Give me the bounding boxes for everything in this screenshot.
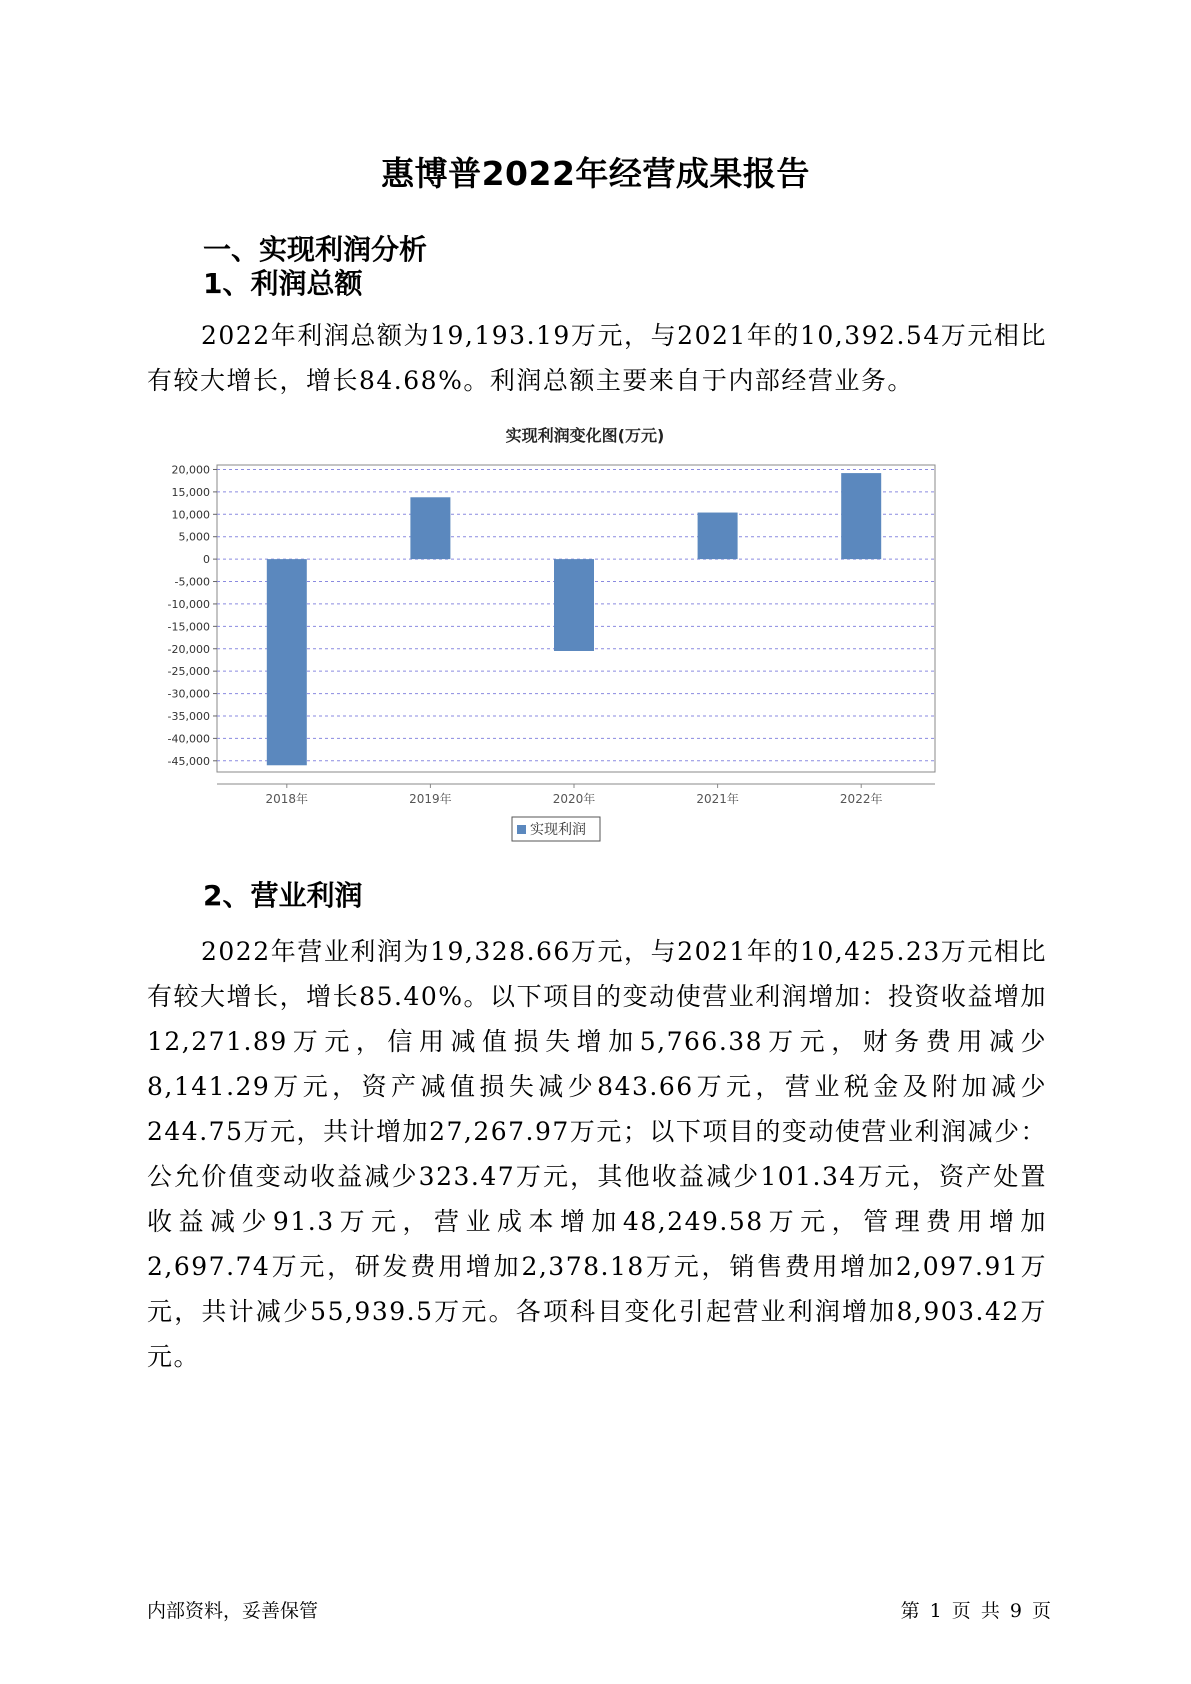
bar-2021年	[698, 513, 738, 560]
y-tick-label: -45,000	[167, 754, 210, 768]
footer-page-number: 第 1 页 共 9 页	[900, 1600, 1051, 1622]
x-tick-label: 2020年	[552, 792, 596, 806]
profit-bar-chart	[160, 425, 1030, 915]
bar-2020年	[554, 559, 594, 651]
bar-2018年	[267, 559, 307, 765]
y-tick-label: 5,000	[178, 530, 210, 544]
x-tick-label: 2019年	[409, 792, 452, 806]
y-tick-label: -40,000	[167, 732, 210, 746]
y-tick-label: 0	[203, 553, 210, 567]
y-tick-label: -10,000	[167, 597, 210, 611]
footer-confidential-note: 内部资料，妥善保管	[147, 1600, 319, 1622]
legend-swatch	[517, 825, 526, 834]
y-tick-label: -20,000	[167, 642, 210, 656]
bar-2019年	[410, 497, 450, 559]
subsection-heading-total-profit: 1、利润总额	[203, 267, 363, 300]
y-tick-label: -30,000	[167, 687, 210, 701]
y-tick-label: -35,000	[167, 709, 210, 723]
total-profit-paragraph	[147, 313, 1047, 403]
y-tick-label: 10,000	[171, 508, 210, 522]
operating-profit-text: 2022年营业利润为19,328.66万元，与2021年的10,425.23万元相比有较大增长，增长85.40%。以下项目的变动使营业利润增加：投资收益增加12,271.89万元，信用减值损失增加5,766.38万元，财务费用减少8,141.29万元，资产减值损失减少843.66万元，营业税金及附加减少244.75万元，共计增加27,267.97万元；以下项目的变动使营业利润减少：公允价值变动收益减少323.47万元，其他收益减少101.34万元，资产处置收益减少91.3万元，营业成本增加48,249.58万元，管理费用增加2,697.74万元，研发费用增加2,378.18万元，销售费用增加2,097.91万元，共计减少55,939.5万元。各项科目变化引起营业利润增加8,903.42万元。	[147, 937, 1047, 1371]
section-heading-profit-analysis: 一、实现利润分析	[203, 233, 428, 266]
legend-label: 实现利润	[530, 822, 586, 838]
chart-title: 实现利润变化图(万元)	[505, 426, 665, 445]
y-tick-label: -15,000	[167, 620, 210, 634]
bar-2022年	[841, 473, 881, 559]
y-tick-label: -5,000	[174, 575, 210, 589]
y-tick-label: -25,000	[167, 665, 210, 679]
x-tick-label: 2018年	[265, 792, 309, 806]
x-tick-label: 2022年	[839, 792, 883, 806]
y-tick-label: 15,000	[171, 485, 210, 499]
y-tick-label: 20,000	[171, 463, 210, 477]
subsection-heading-operating-profit: 2、营业利润	[203, 879, 363, 912]
operating-profit-paragraph	[147, 929, 1047, 1379]
x-tick-label: 2021年	[696, 792, 739, 806]
document-title: 惠博普2022年经营成果报告	[381, 154, 810, 193]
total-profit-text: 2022年利润总额为19,193.19万元，与2021年的10,392.54万元相比有较大增长，增长84.68%。利润总额主要来自于内部经营业务。	[147, 321, 1047, 395]
